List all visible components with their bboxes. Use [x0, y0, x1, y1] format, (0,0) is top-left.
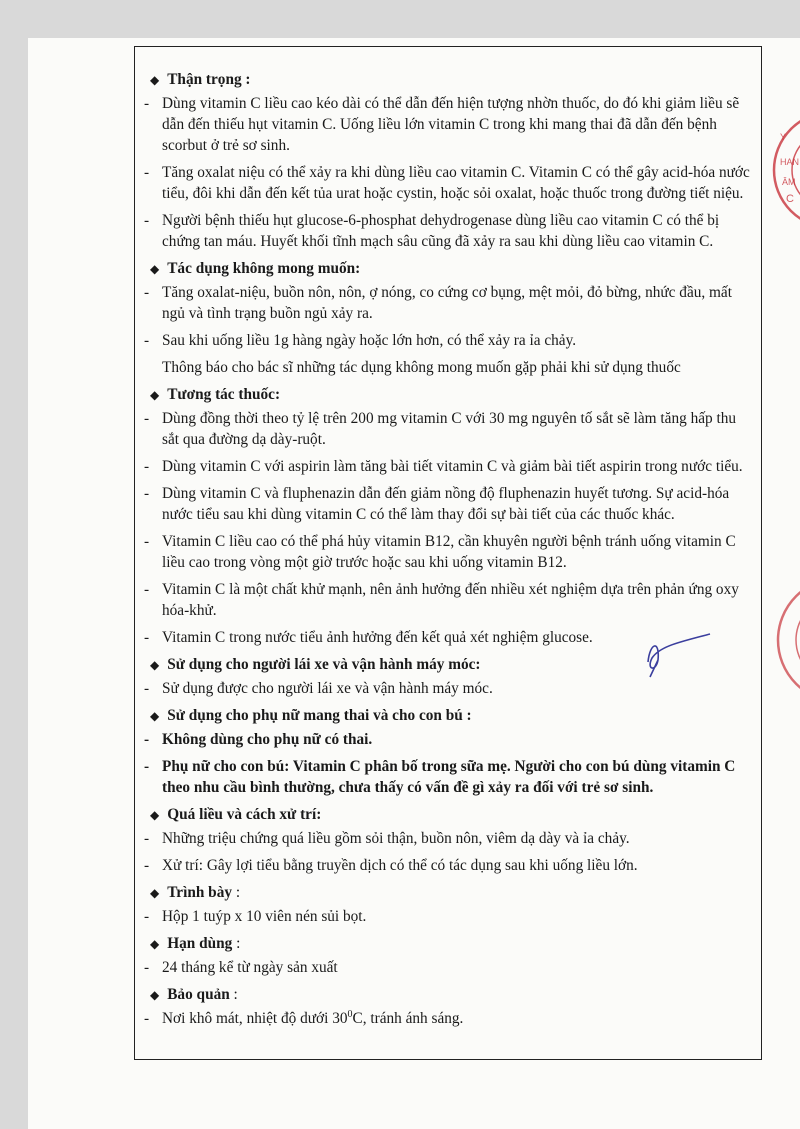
list-item: - Sau khi uống liều 1g hàng ngày hoặc lớn hơn, có thể xảy ra ỉa chảy. — [144, 332, 577, 349]
list-item: - Dùng đồng thời theo tỷ lệ trên 200 mg vitamin C với 30 mg nguyên tố sắt sẽ làm tăng hấp thu sắt qua đường dạ dày-ruột. — [144, 410, 737, 448]
list-item: - Dùng vitamin C và fluphenazin dẫn đến giảm nồng độ fluphenazin huyết tương. Sự acid-hóa nước tiểu sau khi dùng vitamin C có thể làm thay đổi sự bài tiết của các thuốc khác. — [144, 485, 730, 523]
list-item: - Dùng vitamin C liều cao kéo dài có thể dẫn đến hiện tượng nhờn thuốc, do đó khi giảm liều sẽ dẫn đến thiếu hụt vitamin C. Uống liều lớn vitamin C trong khi mang thai đã dẫn đến bệnh scorbut ở trẻ sơ sinh. — [144, 95, 740, 154]
company-stamp — [770, 100, 800, 250]
section-heading-storage: ◆ Bảo quản : — [150, 986, 238, 1003]
list-item: - Không dùng cho phụ nữ có thai. — [144, 731, 373, 748]
svg-text:Y: Y — [780, 132, 787, 142]
list-item: - Vitamin C là một chất khử mạnh, nên ảnh hưởng đến nhiều xét nghiệm dựa trên phản ứng oxy hóa-khử. — [144, 581, 739, 619]
section-heading-overdose: ◆ Quá liều và cách xử trí: — [150, 806, 322, 823]
diamond-bullet-icon: ◆ — [150, 658, 160, 672]
diamond-bullet-icon: ◆ — [150, 709, 160, 723]
signature — [640, 632, 720, 682]
section-heading-pregnancy: ◆ Sử dụng cho phụ nữ mang thai và cho con bú : — [150, 707, 472, 724]
list-item: - 24 tháng kể từ ngày sản xuất — [144, 959, 338, 976]
list-item: - Dùng vitamin C với aspirin làm tăng bài tiết vitamin C và giảm bài tiết aspirin trong nước tiểu. — [144, 458, 743, 475]
list-item: - Sử dụng được cho người lái xe và vận hành máy móc. — [144, 680, 493, 697]
diamond-bullet-icon: ◆ — [150, 388, 160, 402]
svg-text:C: C — [786, 193, 794, 205]
list-item: - Xử trí: Gây lợi tiểu bằng truyền dịch có thể có tác dụng sau khi uống liều lớn. — [144, 857, 638, 874]
list-item: - Hộp 1 tuýp x 10 viên nén sủi bọt. — [144, 908, 367, 925]
list-item: - Tăng oxalat-niệu, buồn nôn, nôn, ợ nóng, co cứng cơ bụng, mệt mỏi, đỏ bừng, nhức đầu, mất ngủ và tình trạng buồn ngủ xảy ra. — [144, 284, 732, 322]
diamond-bullet-icon: ◆ — [150, 808, 160, 822]
diamond-bullet-icon: ◆ — [150, 262, 160, 276]
diamond-bullet-icon: ◆ — [150, 988, 160, 1002]
company-stamp — [770, 570, 800, 720]
list-item: - Người bệnh thiếu hụt glucose-6-phosphat dehydrogenase dùng liều cao vitamin C có thể bị chứng tan máu. Huyết khối tĩnh mạch sâu cũng đã xảy ra sau khi dùng liều cao vitamin C. — [144, 212, 720, 250]
section-heading-side-effects: ◆ Tác dụng không mong muốn: — [150, 260, 361, 277]
section-heading-driving: ◆ Sử dụng cho người lái xe và vận hành máy móc: — [150, 656, 481, 673]
diamond-bullet-icon: ◆ — [150, 73, 160, 87]
list-item: - Tăng oxalat niệu có thể xảy ra khi dùng liều cao vitamin C. Vitamin C có thể gây acid-hóa nước tiểu, đôi khi dẫn đến kết tủa urat hoặc cystin, hoặc sỏi oxalat, hoặc thuốc trong đường tiết niệu. — [144, 164, 750, 202]
section-heading-expiry: ◆ Hạn dùng : — [150, 935, 241, 952]
section-heading-interactions: ◆ Tương tác thuốc: — [150, 386, 281, 403]
section-heading-caution: ◆ Thận trọng : — [150, 71, 251, 88]
list-item: - Vitamin C liều cao có thể phá hủy vitamin B12, cần khuyên người bệnh tránh uống vitamin C liều cao trong vòng một giờ trước hoặc sau khi uống vitamin B12. — [144, 533, 736, 571]
svg-text:ÂM: ÂM — [782, 177, 796, 187]
diamond-bullet-icon: ◆ — [150, 937, 160, 951]
list-item: - Vitamin C trong nước tiểu ảnh hưởng đến kết quả xét nghiệm glucose. — [144, 629, 593, 646]
diamond-bullet-icon: ◆ — [150, 886, 160, 900]
list-item: - Phụ nữ cho con bú: Vitamin C phân bố trong sữa mẹ. Người cho con bú dùng vitamin C theo nhu cầu bình thường, chưa thấy có vấn đề gì xảy ra đối với trẻ sơ sinh. — [144, 758, 736, 796]
doctor-notice: Thông báo cho bác sĩ những tác dụng không mong muốn gặp phải khi sử dụng thuốc — [162, 359, 681, 376]
leaflet-content — [140, 66, 762, 1035]
list-item: - Những triệu chứng quá liều gồm sỏi thận, buồn nôn, viêm dạ dày và ỉa chảy. — [144, 830, 630, 847]
svg-text:HAN: HAN — [780, 157, 800, 167]
list-item: - Nơi khô mát, nhiệt độ dưới $30^0C$, tránh ánh sáng. — [144, 1008, 464, 1027]
section-heading-presentation: ◆ Trình bày : — [150, 884, 241, 901]
